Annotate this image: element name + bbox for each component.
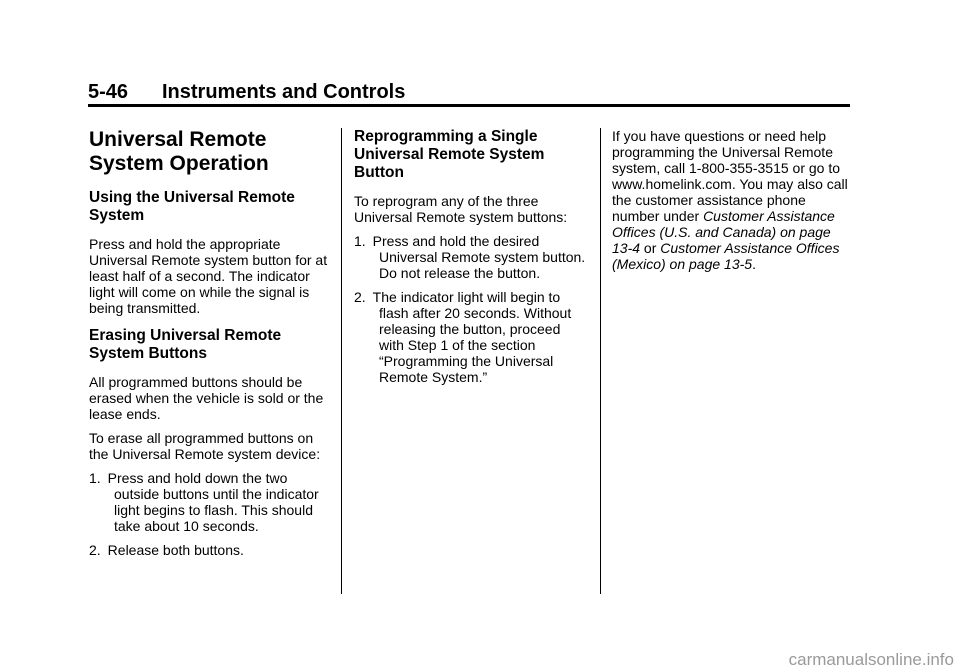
cross-reference-mexico: Customer Assistance Offices (Mexico) on page 13-5 (612, 240, 840, 272)
reprogramming-intro: To reprogram any of the three Universal Remote system buttons: (354, 193, 568, 225)
reprogramming-step-2: 2. The indicator light will begin to flash after 20 seconds. Without releasing the button, proceed with Step 1 of the section “Programming the Universal Remote System.” (354, 289, 572, 385)
header-rule (88, 104, 850, 107)
reprogramming-step-1: 1. Press and hold the desired Universal Remote system button. Do not release the button. (354, 233, 586, 281)
help-paragraph (612, 128, 852, 272)
help-text-2: or (640, 240, 661, 256)
help-text-1: If you have questions or need help programming the Universal Remote system, call 1-800-355-3515 or go to www.homelink.com. You may also call the customer assistance phone number under (612, 128, 848, 224)
watermark-text: carmanualsonline.info (788, 650, 954, 669)
erasing-step-2: 2. Release both buttons. (89, 542, 244, 558)
using-heading: Using the Universal Remote System (89, 189, 295, 224)
column-right (612, 128, 852, 272)
using-body: Press and hold the appropriate Universal Remote system button for at least half of a second. The indicator light will come on while the signal is being transmitted. (89, 236, 328, 316)
section-title: Instruments and Controls (162, 81, 406, 103)
erasing-step-1: 1. Press and hold down the two outside buttons until the indicator light begins to flash. This should take about 10 seconds. (89, 470, 319, 534)
erasing-paragraph-1: All programmed buttons should be erased when the vehicle is sold or the lease ends. (89, 374, 324, 422)
page-header (88, 80, 850, 104)
erasing-paragraph-2: To erase all programmed buttons on the Universal Remote system device: (89, 430, 321, 462)
column-left (89, 128, 329, 558)
column-divider-1 (341, 128, 342, 594)
erasing-heading: Erasing Universal Remote System Buttons (89, 327, 282, 362)
column-middle (354, 128, 588, 385)
page-number: 5-46 (88, 81, 129, 103)
main-heading: Universal Remote System Operation (89, 128, 269, 175)
help-text-3: . (752, 256, 756, 272)
reprogramming-heading: Reprogramming a Single Universal Remote System Button (354, 128, 545, 181)
cross-reference-us-canada: Customer Assistance Offices (U.S. and Canada) on page 13-4 (612, 208, 835, 256)
column-divider-2 (600, 128, 601, 594)
